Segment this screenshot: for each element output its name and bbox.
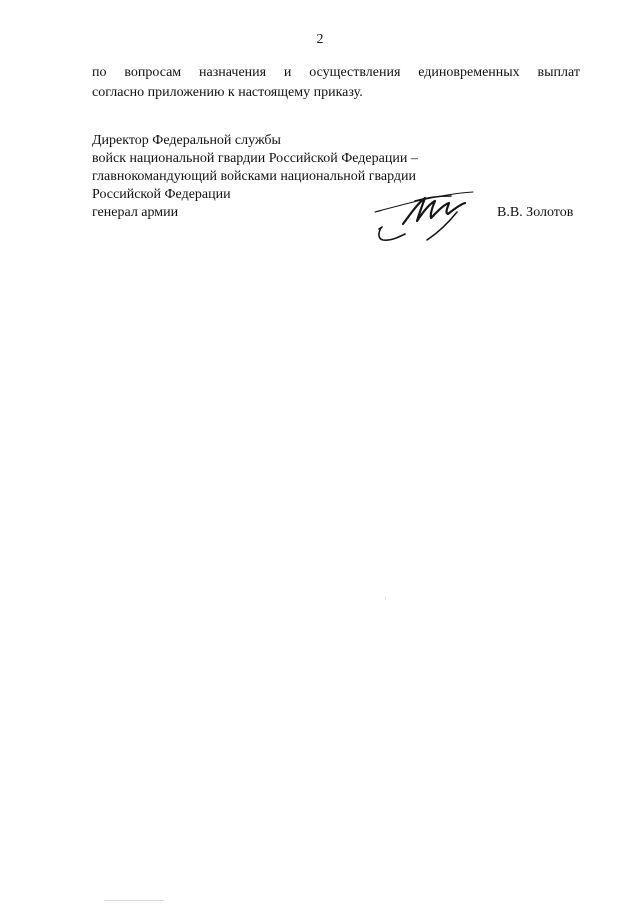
signer-rank: генерал армии <box>92 205 179 220</box>
page-number: 2 <box>316 32 324 47</box>
handwritten-signature <box>365 190 480 250</box>
body-paragraph <box>92 63 580 103</box>
signer-position-line: Директор Федеральной службы <box>92 133 281 148</box>
scan-speck <box>104 900 164 901</box>
signer-position-line: главнокомандующий войсками национальной гвардии <box>92 169 417 184</box>
signer-name: В.В. Золотов <box>497 205 574 220</box>
signer-position-line: войск национальной гвардии Российской Федерации – <box>92 151 418 166</box>
body-line: по вопросам назначения и осуществления единовременных выплат <box>92 65 580 80</box>
body-line: согласно приложению к настоящему приказу. <box>92 85 363 100</box>
signer-position-line: Российской Федерации <box>92 187 231 202</box>
scan-speck <box>385 597 386 599</box>
